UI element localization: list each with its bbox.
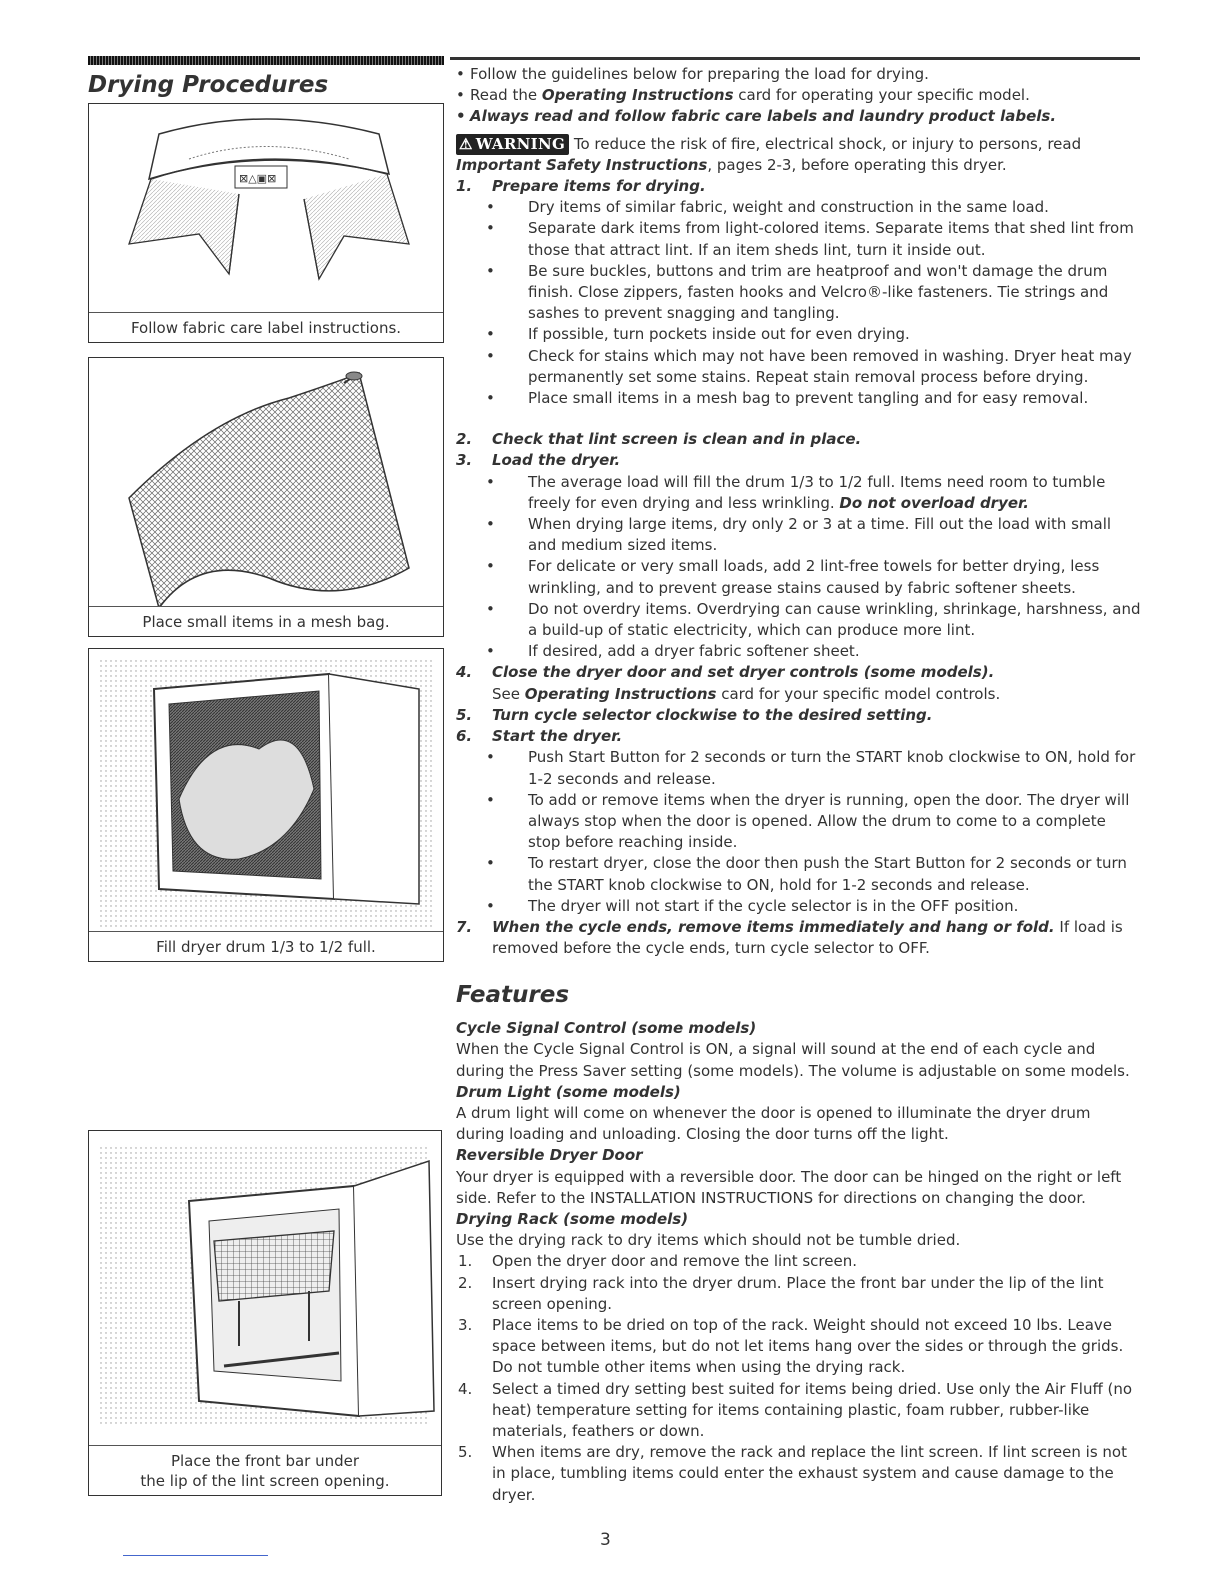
step-4 bbox=[456, 662, 1142, 683]
warning-triangle-icon: ⚠ bbox=[459, 134, 473, 153]
step-title: Load the dryer. bbox=[492, 451, 621, 470]
bullet bbox=[456, 472, 1142, 514]
text: card for your specific model controls. bbox=[716, 684, 1001, 703]
list-number: 3. bbox=[458, 1316, 473, 1335]
figure-caption: Place small items in a mesh bag. bbox=[89, 606, 443, 636]
drying-rack-illustration bbox=[89, 1131, 440, 1436]
step-5 bbox=[456, 705, 1142, 726]
bullet: • Do not overdry items. Overdrying can cause wrinkling, shrinkage, harshness, and a build-up of static electricity, which can produce more lint. bbox=[456, 599, 1142, 641]
feature-text: Your dryer is equipped with a reversible door. The door can be hinged on the right or left side. Refer to the INSTALLATION INSTRUCTIONS for directions on changing the door. bbox=[456, 1167, 1122, 1207]
text-emphasis: Important Safety Instructions bbox=[456, 155, 708, 174]
bullet: • To add or remove items when the dryer is running, open the door. The dryer will always stop when the door is opened. Allow the drum to come to a complete stop before reaching inside. bbox=[456, 790, 1142, 854]
intro-item: • Always read and follow fabric care labels and laundry product labels. bbox=[456, 106, 1142, 127]
section-title-features: Features bbox=[456, 982, 570, 1008]
feature-heading: Cycle Signal Control (some models) bbox=[456, 1019, 757, 1038]
feature-text: A drum light will come on whenever the door is opened to illuminate the dryer drum during loading and unloading. Closing the door turns off the light. bbox=[456, 1104, 1091, 1144]
text: card for operating your specific model. bbox=[733, 86, 1030, 105]
bullet: • Place small items in a mesh bag to prevent tangling and for easy removal. bbox=[456, 388, 1142, 409]
figure-loaded-drum bbox=[88, 648, 444, 962]
list-text: Open the dryer door and remove the lint screen. bbox=[492, 1252, 857, 1271]
step-title: Check that lint screen is clean and in place. bbox=[492, 430, 862, 449]
step-1-bullets bbox=[456, 197, 1142, 409]
list-item bbox=[456, 1379, 1142, 1443]
text: Read the bbox=[470, 86, 542, 105]
bullet: • For delicate or very small loads, add 2 lint-free towels for better drying, less wrinkling, and to prevent grease stains caused by fabric softener sheets. bbox=[456, 556, 1142, 598]
header-rule-right bbox=[450, 57, 1140, 60]
step-3 bbox=[456, 450, 1142, 471]
caption-line-2: the lip of the lint screen opening. bbox=[140, 1472, 390, 1490]
figure-drying-rack bbox=[88, 1130, 442, 1496]
step-number: 3. bbox=[456, 451, 473, 470]
list-number: 1. bbox=[458, 1252, 473, 1271]
page-number: 3 bbox=[600, 1530, 611, 1550]
figure-mesh-bag bbox=[88, 357, 444, 637]
feature-heading: Drum Light (some models) bbox=[456, 1082, 681, 1101]
intro-item bbox=[456, 85, 1142, 106]
step-6 bbox=[456, 726, 1142, 747]
step-4-note bbox=[456, 684, 1142, 705]
step-title: When the cycle ends, remove items immediately and hang or fold. bbox=[492, 917, 1055, 936]
warning-badge bbox=[456, 134, 569, 155]
shirt-collar-illustration bbox=[89, 104, 442, 304]
text: See bbox=[492, 684, 525, 703]
header-rule-left bbox=[88, 56, 444, 65]
drying-rack-steps bbox=[456, 1251, 1142, 1505]
bullet: • The dryer will not start if the cycle selector is in the OFF position. bbox=[456, 896, 1142, 917]
intro-item: • Follow the guidelines below for preparing the load for drying. bbox=[456, 64, 1142, 85]
footer-rule bbox=[123, 1555, 268, 1556]
step-7 bbox=[456, 917, 1142, 959]
step-number: 6. bbox=[456, 727, 473, 746]
feature-text: When the Cycle Signal Control is ON, a signal will sound at the end of each cycle and during the Press Saver setting (some models). The volume is adjustable on some models. bbox=[456, 1040, 1130, 1080]
mesh-bag-illustration bbox=[89, 358, 442, 608]
step-2 bbox=[456, 429, 1142, 450]
list-item bbox=[456, 1273, 1142, 1315]
step-title: Start the dryer. bbox=[492, 727, 623, 746]
text: The average load will fill the drum 1/3 to 1/2 full. Items need room to tumble freely for even drying and less wrinkling. bbox=[528, 472, 1106, 512]
text: If load is removed before the cycle ends, turn cycle selector to OFF. bbox=[492, 917, 1123, 958]
intro-list bbox=[456, 64, 1142, 128]
step-number: 1. bbox=[456, 177, 473, 196]
bullet: • Dry items of similar fabric, weight and construction in the same load. bbox=[456, 197, 1142, 218]
text: , pages 2-3, before operating this dryer. bbox=[707, 155, 1007, 174]
step-number: 7. bbox=[456, 917, 473, 936]
step-1 bbox=[456, 176, 1142, 197]
features-section bbox=[456, 982, 1142, 1506]
svg-text:⊠△▣⊠: ⊠△▣⊠ bbox=[239, 172, 277, 185]
text-emphasis: Operating Instructions bbox=[541, 86, 734, 105]
figure-caption: Fill dryer drum 1/3 to 1/2 full. bbox=[89, 931, 443, 961]
text-emphasis: Do not overload dryer. bbox=[839, 493, 1029, 512]
step-number: 5. bbox=[456, 705, 473, 724]
list-text: Select a timed dry setting best suited for items being dried. Use only the Air Fluff (no heat) temperature setting for items containing plastic, foam rubber, rubber-like materials, feathers or down. bbox=[492, 1379, 1133, 1441]
bullet: • When drying large items, dry only 2 or 3 at a time. Fill out the load with small and medium sized items. bbox=[456, 514, 1142, 556]
bullet: • Check for stains which may not have been removed in washing. Dryer heat may permanently set some stains. Repeat stain removal process before drying. bbox=[456, 346, 1142, 388]
feature-heading: Drying Rack (some models) bbox=[456, 1210, 689, 1229]
step-number: 2. bbox=[456, 430, 473, 449]
list-number: 5. bbox=[458, 1443, 473, 1462]
figure-care-label bbox=[88, 103, 444, 343]
section-title-drying-procedures: Drying Procedures bbox=[88, 72, 329, 98]
main-column bbox=[456, 64, 1142, 959]
list-number: 2. bbox=[458, 1273, 473, 1292]
feature-text: Use the drying rack to dry items which should not be tumble dried. bbox=[456, 1231, 961, 1250]
list-text: When items are dry, remove the rack and replace the lint screen. If lint screen is not in place, tumbling items could enter the exhaust system and cause damage to the dryer. bbox=[492, 1443, 1127, 1504]
step-3-bullets bbox=[456, 472, 1142, 663]
dryer-drum-illustration bbox=[89, 649, 442, 935]
warning-badge-label: WARNING bbox=[475, 134, 566, 153]
list-text: Insert drying rack into the dryer drum. Place the front bar under the lip of the lint screen opening. bbox=[492, 1273, 1104, 1313]
text-emphasis: Operating Instructions bbox=[524, 684, 717, 703]
warning-paragraph bbox=[456, 134, 1142, 176]
feature-heading: Reversible Dryer Door bbox=[456, 1146, 643, 1165]
step-number: 4. bbox=[456, 663, 473, 682]
bullet: • Separate dark items from light-colored items. Separate items that shed lint from those that attract lint. If an item sheds lint, turn it inside out. bbox=[456, 218, 1142, 260]
step-title: Close the dryer door and set dryer controls (some models). bbox=[492, 663, 995, 682]
bullet: • If possible, turn pockets inside out for even drying. bbox=[456, 324, 1142, 345]
text: To reduce the risk of fire, electrical shock, or injury to persons, read bbox=[573, 134, 1082, 153]
step-title: Prepare items for drying. bbox=[492, 177, 706, 196]
caption-line-1: Place the front bar under bbox=[170, 1452, 360, 1470]
list-item bbox=[456, 1251, 1142, 1272]
bullet: • Be sure buckles, buttons and trim are heatproof and won't damage the drum finish. Close zippers, fasten hooks and Velcro®-like fasteners. Tie strings and sashes to prevent snagging and tangling. bbox=[456, 261, 1142, 325]
figure-caption bbox=[89, 1445, 441, 1495]
list-item bbox=[456, 1442, 1142, 1506]
list-text: Place items to be dried on top of the rack. Weight should not exceed 10 lbs. Leave space between items, but do not let items hang over the sides or through the grids. Do not tumble other items when using the drying rack. bbox=[492, 1316, 1124, 1377]
bullet: • Push Start Button for 2 seconds or turn the START knob clockwise to ON, hold for 1-2 seconds and release. bbox=[456, 747, 1142, 789]
bullet: • To restart dryer, close the door then push the Start Button for 2 seconds or turn the START knob clockwise to ON, hold for 1-2 seconds and release. bbox=[456, 853, 1142, 895]
list-number: 4. bbox=[458, 1379, 473, 1398]
figure-caption: Follow fabric care label instructions. bbox=[89, 312, 443, 342]
bullet: • If desired, add a dryer fabric softener sheet. bbox=[456, 641, 1142, 662]
list-item bbox=[456, 1315, 1142, 1379]
step-title: Turn cycle selector clockwise to the desired setting. bbox=[492, 705, 933, 724]
step-6-bullets bbox=[456, 747, 1142, 917]
